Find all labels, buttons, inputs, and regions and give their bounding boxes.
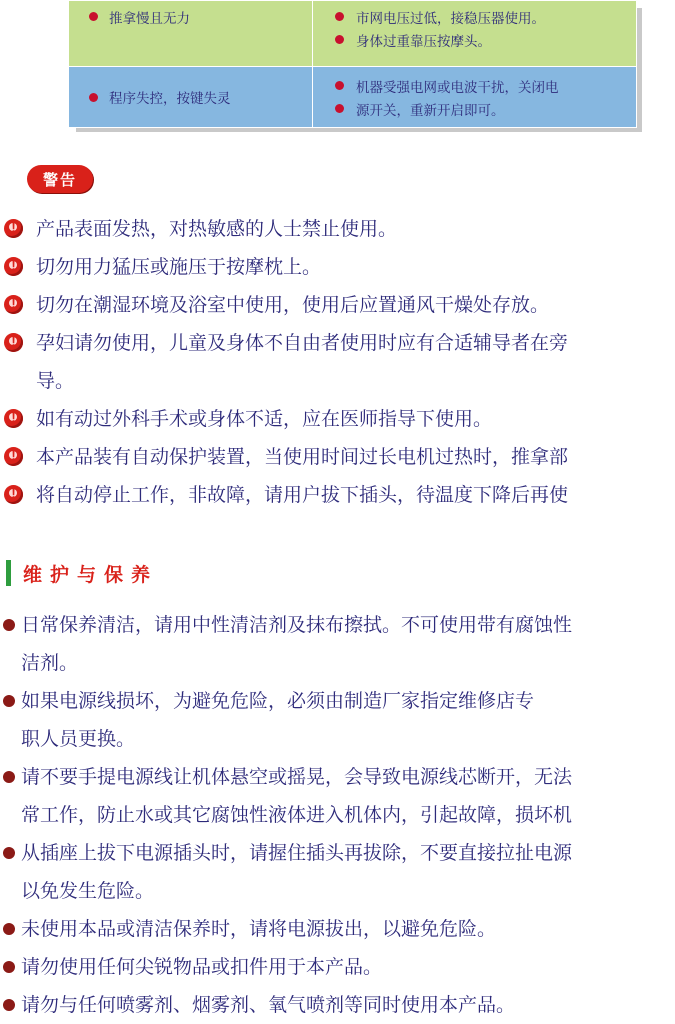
maintenance-item [0, 606, 675, 682]
exclamation-circle-icon [4, 485, 23, 504]
warning-text: 切勿在潮湿环境及浴室中使用，使用后应置通风干燥处存放。 [36, 294, 550, 316]
dark-red-dot-icon [3, 961, 15, 973]
maintenance-text: 从插座上拔下电源插头时，请握住插头再拔除，不要直接拉扯电源 [21, 842, 573, 864]
red-dot-icon [335, 81, 344, 90]
table-row [69, 1, 637, 67]
warning-item [0, 324, 675, 400]
maintenance-text-block [21, 986, 515, 1024]
warning-list [0, 210, 675, 514]
exclamation-circle-icon [4, 333, 23, 352]
cell-line [313, 97, 636, 120]
warning-text: 产品表面发热，对热敏感的人士禁止使用。 [36, 218, 398, 240]
maintenance-text: 日常保养清洁，请用中性清洁剂及抹布擦拭。不可使用带有腐蚀性 [21, 614, 573, 636]
maintenance-text-block [21, 682, 534, 758]
red-dot-icon [89, 12, 98, 21]
exclamation-circle-icon [4, 447, 23, 466]
dark-red-dot-icon [3, 847, 15, 859]
solution-text: 市网电压过低，接稳压器使用。 [356, 10, 545, 27]
maintenance-item [0, 834, 675, 910]
maintenance-item [0, 986, 675, 1024]
maintenance-item [0, 910, 675, 948]
warning-item [0, 438, 675, 476]
troubleshooting-table [68, 0, 637, 128]
red-dot-icon [335, 104, 344, 113]
cell-line [69, 5, 312, 28]
red-dot-icon [335, 35, 344, 44]
warning-item [0, 476, 675, 514]
red-dot-icon [335, 12, 344, 21]
dark-red-dot-icon [3, 695, 15, 707]
maintenance-item [0, 682, 675, 758]
maintenance-text-continued: 常工作，防止水或其它腐蚀性液体进入机体内，引起故障，损坏机 [21, 804, 573, 826]
maintenance-text-continued: 洁剂。 [21, 652, 79, 674]
problem-text: 程序失控，按键失灵 [109, 91, 231, 107]
warning-badge: 警告 [27, 165, 93, 193]
maintenance-text: 如果电源线损坏，为避免危险，必须由制造厂家指定维修店专 [21, 690, 535, 712]
maintenance-text: 请勿使用任何尖锐物品或扣件用于本产品。 [21, 956, 383, 978]
problem-cell [69, 1, 313, 67]
maintenance-text: 未使用本品或清洁保养时，请将电源拔出，以避免危险。 [21, 918, 497, 940]
warning-item [0, 248, 675, 286]
maintenance-item [0, 758, 675, 834]
solution-cell [313, 1, 637, 67]
maintenance-title: 维护与保养 [23, 563, 159, 586]
warning-text: 本产品装有自动保护装置，当使用时间过长电机过热时，推拿部 [36, 446, 569, 468]
cell-line [313, 74, 636, 97]
dark-red-dot-icon [3, 923, 15, 935]
solution-text: 源开关，重新开启即可。 [356, 102, 505, 119]
maintenance-text: 请勿与任何喷雾剂、烟雾剂、氧气喷剂等同时使用本产品。 [21, 994, 516, 1016]
maintenance-text-continued: 职人员更换。 [21, 728, 136, 750]
cell-line [313, 28, 636, 51]
solution-cell [313, 67, 637, 128]
maintenance-text: 请不要手提电源线让机体悬空或摇晃，会导致电源线芯断开，无法 [21, 766, 573, 788]
dark-red-dot-icon [3, 619, 15, 631]
solution-text: 机器受强电网或电波干扰，关闭电 [356, 79, 559, 96]
maintenance-text-continued: 以免发生危险。 [21, 880, 155, 902]
heading-accent-bar [6, 560, 11, 586]
maintenance-heading [6, 558, 158, 588]
warning-item [0, 400, 675, 438]
exclamation-circle-icon [4, 409, 23, 428]
problem-cell [69, 67, 313, 128]
cell-line [69, 86, 312, 109]
maintenance-text-block [21, 834, 572, 910]
maintenance-text-block [21, 910, 496, 948]
maintenance-item [0, 948, 675, 986]
maintenance-text-block [21, 948, 382, 986]
problem-text: 推拿慢且无力 [109, 10, 190, 27]
table-row [69, 67, 637, 128]
maintenance-text-block [21, 758, 572, 834]
warning-text: 孕妇请勿使用，儿童及身体不自由者使用时应有合适辅导者在旁 [36, 332, 569, 354]
warning-item [0, 210, 675, 248]
maintenance-list [0, 606, 675, 1024]
exclamation-circle-icon [4, 257, 23, 276]
exclamation-circle-icon [4, 295, 23, 314]
warning-text: 切勿用力猛压或施压于按摩枕上。 [36, 256, 322, 278]
warning-text: 如有动过外科手术或身体不适，应在医师指导下使用。 [36, 408, 493, 430]
warning-item [0, 286, 675, 324]
warning-text: 将自动停止工作，非故障，请用户拔下插头，待温度下降后再使 [36, 484, 569, 506]
dark-red-dot-icon [3, 771, 15, 783]
solution-text: 身体过重靠压按摩头。 [356, 33, 491, 50]
warning-text-block [36, 324, 568, 400]
maintenance-text-block [21, 606, 572, 682]
dark-red-dot-icon [3, 999, 15, 1011]
cell-line [313, 5, 636, 28]
warning-text-continued: 导。 [36, 370, 75, 392]
red-dot-icon [89, 93, 98, 102]
exclamation-circle-icon [4, 219, 23, 238]
troubleshooting-table-section [68, 0, 638, 128]
